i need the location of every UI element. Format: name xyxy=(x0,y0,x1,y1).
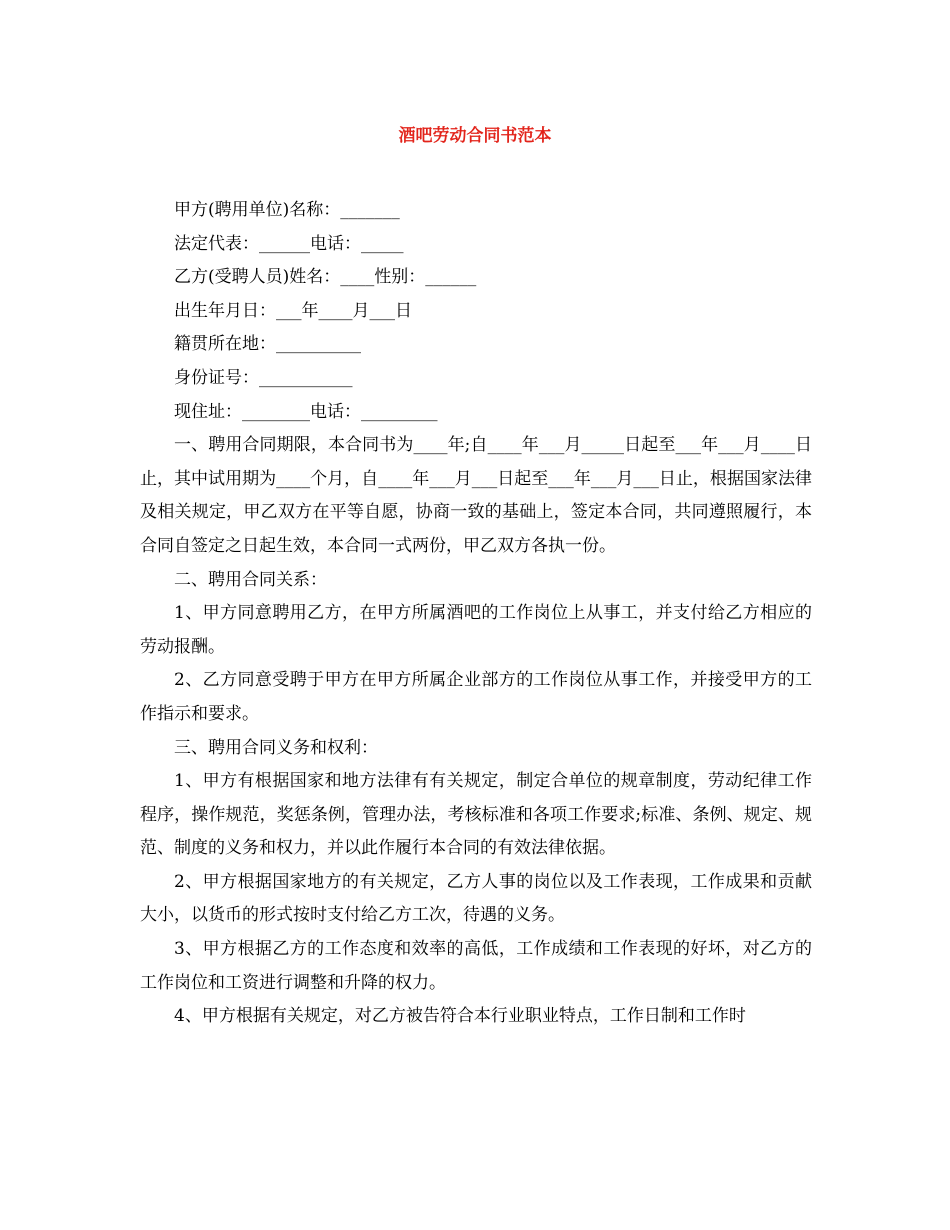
field-legal-representative: 法定代表：______电话：_____ xyxy=(174,233,404,254)
clause-3-2: 2、甲方根据国家地方的有关规定，乙方人事的岗位以及工作表现，工作成果和贡献大小，以货币的形式按时支付给乙方工次，待遇的义务。 xyxy=(140,871,812,926)
field-employer-name: 甲方(聘用单位)名称：_______ xyxy=(174,200,400,220)
field-native-place: 籍贯所在地：__________ xyxy=(174,334,361,355)
field-birth-date: 出生年月日：___年____月___日 xyxy=(174,300,412,321)
field-address: 现住址：________电话：_________ xyxy=(174,401,438,422)
section-heading-relationship: 二、聘用合同关系： xyxy=(174,569,327,590)
clause-3-4: 4、甲方根据有关规定，对乙方被告符合本行业职业特点，工作日制和工作时 xyxy=(174,1006,746,1027)
section-contract-term: 一、聘用合同期限，本合同书为____年;自____年___月_____日起至___年___月____日止，其中试用期为____个月，自____年___月___日起至___年___月___日止，根据国家法律及相关规定，甲乙双方在平等自愿，协商一致的基础上，签定本合同，共同遵照履行，本合同自签定之日起生效，本合同一式两份，甲乙双方各执一份。 xyxy=(140,435,812,556)
document-body xyxy=(140,194,812,1034)
clause-2-1: 1、甲方同意聘用乙方，在甲方所属酒吧的工作岗位上从事工，并支付给乙方相应的劳动报酬。 xyxy=(140,603,812,657)
clause-3-3: 3、甲方根据乙方的工作态度和效率的高低，工作成绩和工作表现的好坏，对乙方的工作岗位和工资进行调整和升降的权力。 xyxy=(140,939,812,993)
document-title: 酒吧劳动合同书范本 xyxy=(398,126,552,146)
clause-2-2: 2、乙方同意受聘于甲方在甲方所属企业部方的工作岗位从事工作，并接受甲方的工作指示和要求。 xyxy=(140,670,812,724)
field-id-number: 身份证号：___________ xyxy=(174,367,353,388)
clause-3-1: 1、甲方有根据国家和地方法律有有关规定，制定合单位的规章制度，劳动纪律工作程序，操作规范，奖惩条例，管理办法，考核标准和各项工作要求;标准、条例、规定、规范、制度的义务和权力，并以此作履行本合同的有效法律依据。 xyxy=(140,771,812,859)
section-heading-obligations: 三、聘用合同义务和权利： xyxy=(174,737,378,758)
field-employee-name: 乙方(受聘人员)姓名：____性别：______ xyxy=(174,267,477,288)
